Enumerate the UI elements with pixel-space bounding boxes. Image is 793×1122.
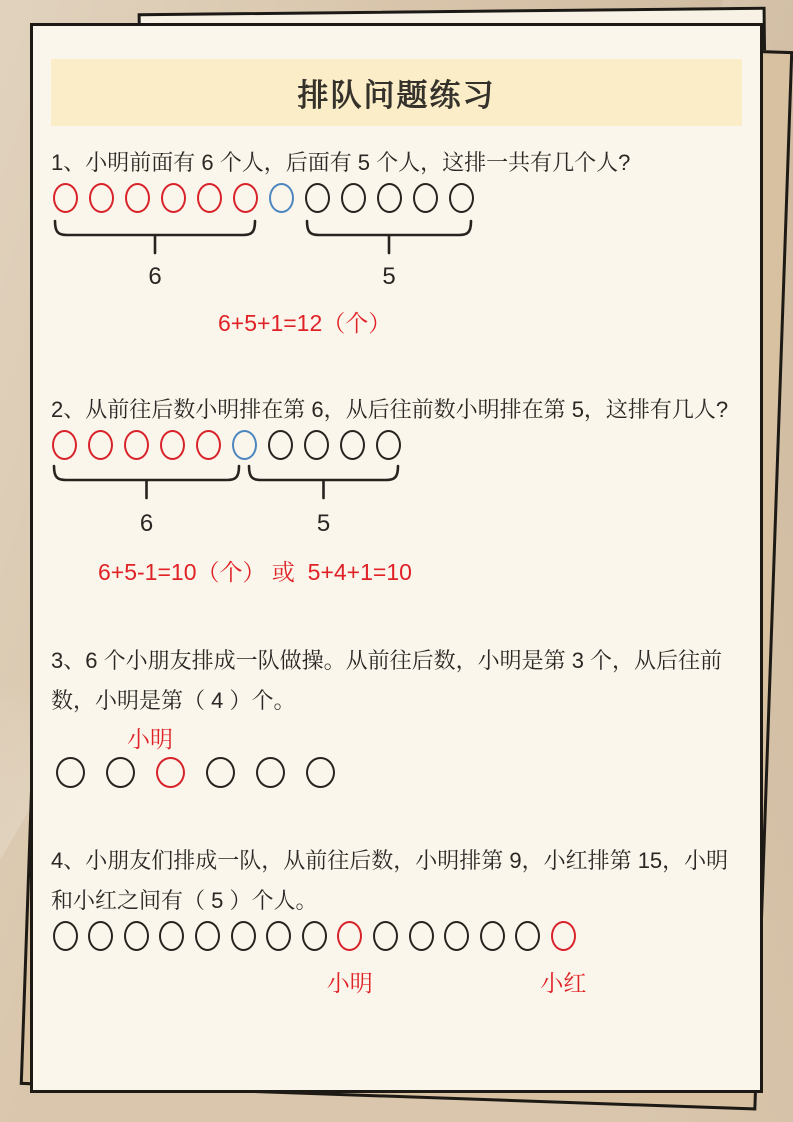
- queue-circle: [266, 921, 291, 951]
- question-2: [51, 390, 742, 587]
- question-3-text: 3、6 个小朋友排成一队做操。从前往后数，小明是第 3 个，从后往前数，小明是第（ 4 ）个。: [51, 648, 723, 713]
- question-3: [51, 641, 742, 791]
- brace-icon: [249, 466, 398, 498]
- queue-circle: [195, 921, 220, 951]
- question-2-diagram: [51, 430, 742, 542]
- question-1-text: 1、小明前面有 6 个人，后面有 5 个人，这排一共有几个人?: [51, 150, 631, 175]
- brace-marks: [51, 183, 742, 295]
- person-name-label: 小明: [127, 726, 173, 752]
- queue-circle: [302, 921, 327, 951]
- queue-circle: [480, 921, 505, 951]
- queue-circle: [256, 757, 285, 788]
- person-name-label: 小明: [326, 970, 373, 996]
- page-title: 排队问题练习: [297, 78, 496, 113]
- queue-circle: [409, 921, 434, 951]
- question-3-diagram: [51, 721, 742, 791]
- brace-count-label: 6: [139, 510, 154, 537]
- queue-circle: [206, 757, 235, 788]
- queue-circle: [444, 921, 469, 951]
- brace-marks: [51, 430, 742, 542]
- queue-circle: [551, 921, 576, 951]
- queue-circle: [159, 921, 184, 951]
- worksheet-content: [33, 143, 760, 999]
- queue-circle: [306, 757, 335, 788]
- question-1: [51, 143, 742, 338]
- queue-circle: [231, 921, 256, 951]
- queue-circle: [156, 757, 185, 788]
- queue-circle: [337, 921, 362, 951]
- queue-circle: [88, 921, 113, 951]
- question-2-answer: 6+5-1=10（个） 或 5+4+1=10: [98, 559, 412, 585]
- queue-circle: [53, 921, 78, 951]
- queue-circle: [515, 921, 540, 951]
- question-4-text: 4、小朋友们排成一队，从前往后数，小明排第 9，小红排第 15，小明和小红之间有（ 5 ）个人。: [51, 848, 729, 913]
- question-1-diagram: [51, 183, 742, 295]
- question-4: [51, 841, 742, 999]
- question-1-answer: 6+5+1=12（个）: [218, 310, 392, 336]
- queue-circle: [106, 757, 135, 788]
- queue-circle: [373, 921, 398, 951]
- question-4-diagram: [51, 921, 742, 999]
- question-2-text: 2、从前往后数小明排在第 6，从后往前数小明排在第 5，这排有几人?: [51, 397, 729, 422]
- queue-circle: [56, 757, 85, 788]
- brace-icon: [307, 221, 471, 253]
- worksheet-card: [30, 23, 763, 1093]
- brace-count-label: 6: [148, 263, 162, 290]
- title-banner: [51, 59, 742, 126]
- person-name-label: 小红: [540, 970, 587, 996]
- queue-circle: [124, 921, 149, 951]
- brace-icon: [55, 221, 255, 253]
- brace-count-label: 5: [316, 510, 331, 537]
- brace-count-label: 5: [382, 263, 396, 290]
- brace-icon: [54, 466, 239, 498]
